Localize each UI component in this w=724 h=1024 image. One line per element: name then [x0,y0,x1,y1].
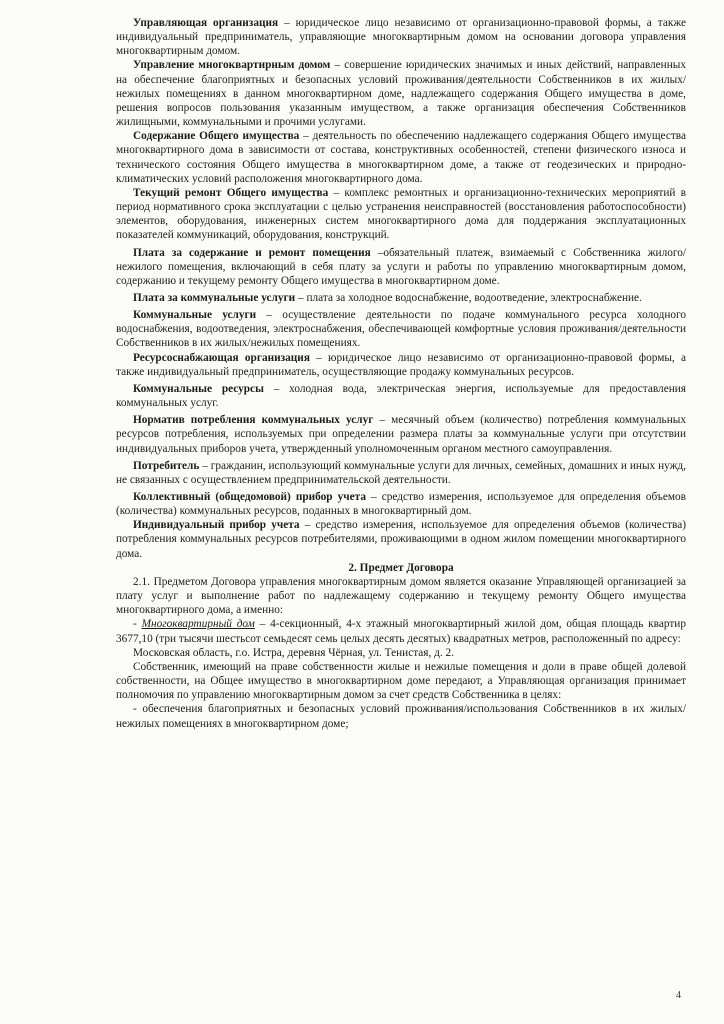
section-title: 2. Предмет Договора [348,561,454,574]
definition-current-repair [116,186,686,243]
definition-text: – деятельность по обеспечению надлежащего содержания Общего имущества многоквартирного дома в зависимости от состава, конструктивных особенностей, степени физического износа и технического состояния Общего имущества в многоквартирном доме, а также от геодезических и природно-климатических условий расположения многоквартирного дома. [116,130,686,185]
definition-utility-services [116,308,686,350]
definition-text: – гражданин, использующий коммунальные услуги для личных, семейных, домашних и иных нужд, не связанных с осуществлением предпринимательской деятельности. [116,459,686,486]
definition-term: Управление многоквартирным домом [133,59,331,72]
definition-managing-organization [116,16,686,58]
building-description: – 4-секционный, 4-х этажный многоквартирный жилой дом, общая площадь квартир 3677,10 (три тысячи шестьсот семьдесят семь целых десять десятых) квадратных метров, расположенный по адресу: [116,618,686,645]
section-paragraph: Собственник, имеющий на праве собственности жилые и нежилые помещения и доли в праве общей долевой собственности, на Общее имущество в многоквартирном доме передают, а Управляющая организация принимает полномочия по управлению многоквартирным домом за счет средств Собственника в целях: [116,660,686,702]
definition-term: Коллективный (общедомовой) прибор учета [133,491,366,503]
definition-term: Содержание Общего имущества [133,130,300,143]
definition-building-management [116,58,686,129]
building-term: Многоквартирный дом [141,618,255,631]
definition-maintenance-fee [116,246,686,288]
definition-utility-fee [116,291,686,305]
definition-term: Управляющая организация [133,17,279,29]
definition-term: Коммунальные ресурсы [133,382,264,395]
definition-individual-meter [116,518,686,560]
definition-text: –обязательный платеж, взимаемый с Собственника жилого/нежилого помещения, включающий в себя плату за услуги и работы по управлению многоквартирным домом, содержанию и текущему ремонту Общего имущества в многоквартирном доме. [116,246,686,287]
section-paragraph: 2.1. Предметом Договора управления многоквартирным домом является оказание Управляющей организацией за плату услуг и выполнение работ по надлежащему содержанию и текущему ремонту Общего имущества многоквартирного дома, а именно: [116,575,686,617]
definition-text: – комплекс ремонтных и организационно-технических мероприятий в период нормативного срока эксплуатации с целью устранения неисправностей (восстановления работоспособности) элементов, оборудования, инженерных систем многоквартирного дома для поддержания эксплуатационных показателей коммуникаций, оборудования, конструкций. [116,186,686,242]
definition-term: Плата за содержание и ремонт помещения [133,246,371,259]
definition-text: – осуществление деятельности по подаче коммунального ресурса холодного водоснабжения, водоотведения, электроснабжения, обеспечивающей комфортные условия проживания/деятельности Собственников в их жилых/нежилых помещениях. [116,309,687,350]
list-dash: - [133,618,142,631]
document-body [116,16,686,731]
definition-text: – месячный объем (количество) потребления коммунальных ресурсов потребления, используемых при определении размера платы за коммунальные услуги при отсутствии индивидуальных приборов учета, утвержденный уполномоченным органом местного самоуправления. [116,414,686,455]
definition-utility-resources [116,382,686,410]
definition-text: – средство измерения, используемое для определения объемов (количества) коммунальных ресурсов, поданных в многоквартирный дом. [116,491,686,518]
definition-term: Плата за коммунальные услуги [133,291,296,304]
definition-collective-meter [116,490,686,518]
definition-consumer [116,459,686,487]
definition-text: – совершение юридических значимых и иных действий, направленных на обеспечение благоприятных и безопасных условий проживания/деятельности Собственников в их жилых/нежилых помещениях в данном многоквартирном доме, надлежащего содержания Общего имущества в доме, решения вопросов пользования указанным имуществом, а также организация обеспечения Собственников жилищными, коммунальными и прочими услугами. [116,59,687,129]
definition-text: – юридическое лицо независимо от организационно-правовой формы, а также индивидуальный предприниматель, управляющие многоквартирным домом на основании договора управления многоквартирным домом. [116,17,686,58]
address: Московская область, г.о. Истра, деревня Чёрная, ул. Тенистая, д. 2. [133,646,455,659]
page-number: 4 [676,990,681,1001]
section-paragraph: - обеспечения благоприятных и безопасных условий проживания/использования Собственников в их жилых/нежилых помещениях в многоквартирном доме; [116,703,686,730]
definition-text: – холодная вода, электрическая энергия, используемые для предоставления коммунальных услуг. [116,382,686,410]
definition-term: Потребитель [133,459,200,472]
definition-term: Текущий ремонт Общего имущества [133,186,329,199]
definition-text: – средство измерения, используемое для определения объемов (количества) потребления коммунальных ресурсов потребителями, проживающими в одном жилом помещении многоквартирного дома. [116,519,686,560]
section-paragraph-building [116,617,686,645]
definition-text: – юридическое лицо независимо от организационно-правовой формы, а также индивидуальный предприниматель, осуществляющие продажу коммунальных ресурсов. [116,351,686,378]
definition-term: Ресурсоснабжающая организация [133,351,310,364]
definition-consumption-norm [116,413,686,455]
definition-resource-supplier [116,351,686,379]
definition-common-property-maintenance [116,129,686,186]
definition-term: Индивидуальный прибор учета [133,519,300,532]
definition-text: – плата за холодное водоснабжение, водоотведение, электроснабжение. [295,291,642,304]
definition-term: Норматив потребления коммунальных услуг [133,414,374,427]
definition-term: Коммунальные услуги [133,309,257,322]
